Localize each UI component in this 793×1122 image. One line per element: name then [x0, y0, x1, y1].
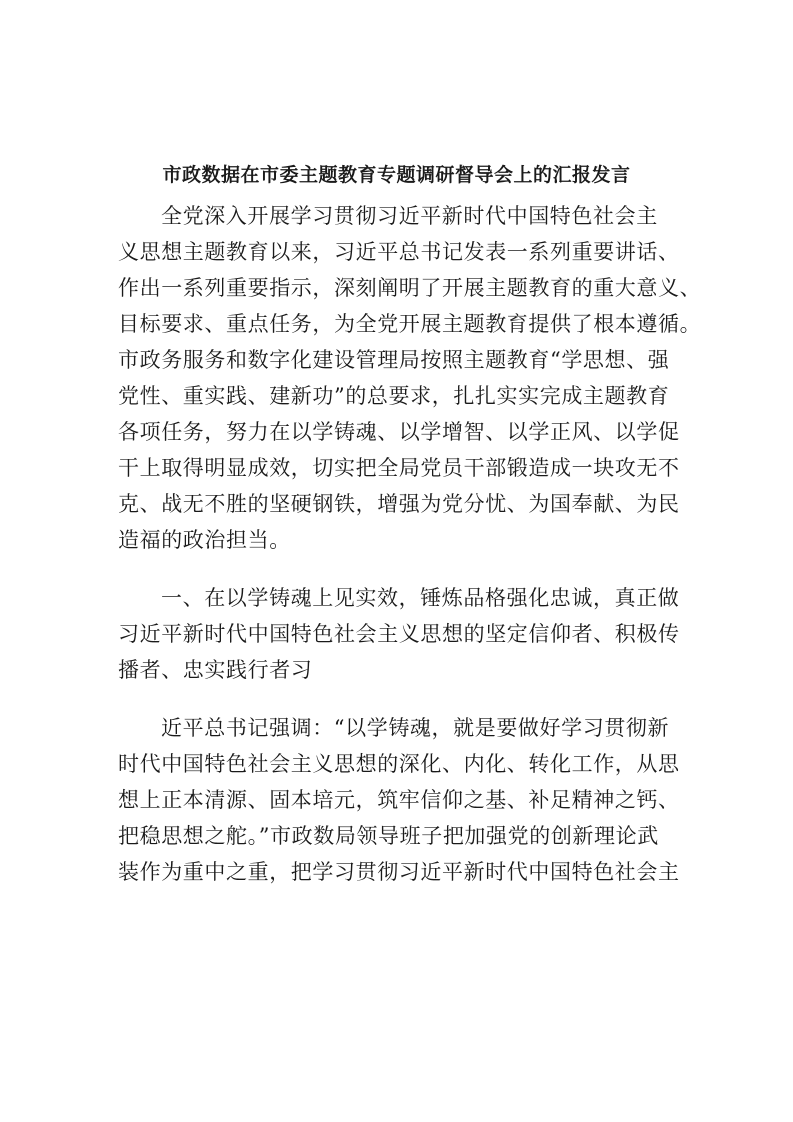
- paragraph-1-line: 各项任务，努力在以学铸魂、以学增智、以学正风、以学促: [118, 420, 680, 444]
- paragraph-2-line: 时代中国特色社会主义思想的深化、内化、转化工作，从思: [118, 752, 680, 776]
- paragraph-1-line: 党性、重实践、建新功”的总要求，扎扎实实完成主题教育: [118, 384, 670, 408]
- paragraph-2-line: 把稳思想之舵。”市政数局领导班子把加强党的创新理论武: [118, 824, 659, 848]
- paragraph-1-line: 目标要求、重点任务，为全党开展主题教育提供了根本遵循。: [118, 312, 702, 336]
- section-heading-line: 一、在以学铸魂上见实效，锤炼品格强化忠诚，真正做: [161, 586, 680, 610]
- paragraph-1-line: 克、战无不胜的坚硬钢铁，增强为党分忧、为国奉献、为民: [118, 492, 680, 516]
- paragraph-1-line: 作出一系列重要指示，深刻阐明了开展主题教育的重大意义、: [118, 276, 702, 300]
- paragraph-1-line: 市政务服务和数字化建设管理局按照主题教育“学思想、强: [118, 348, 670, 372]
- paragraph-2-line: 装作为重中之重，把学习贯彻习近平新时代中国特色社会主: [118, 860, 680, 884]
- paragraph-2-line: 近平总书记强调：“以学铸魂，就是要做好学习贯彻新: [161, 716, 670, 740]
- paragraph-1-line: 全党深入开展学习贯彻习近平新时代中国特色社会主: [161, 204, 658, 228]
- paragraph-1-line: 义思想主题教育以来，习近平总书记发表一系列重要讲话、: [118, 240, 680, 264]
- paragraph-2-line: 想上正本清源、固本培元，筑牢信仰之基、补足精神之钙、: [118, 788, 680, 812]
- paragraph-1-line: 造福的政治担当。: [118, 528, 291, 552]
- section-heading-line: 习近平新时代中国特色社会主义思想的坚定信仰者、积极传: [118, 622, 680, 646]
- section-heading-line: 播者、忠实践行者习: [118, 658, 313, 682]
- paragraph-1-line: 干上取得明显成效，切实把全局党员干部锻造成一块攻无不: [118, 456, 680, 480]
- document-title: 市政数据在市委主题教育专题调研督导会上的汇报发言: [162, 164, 631, 186]
